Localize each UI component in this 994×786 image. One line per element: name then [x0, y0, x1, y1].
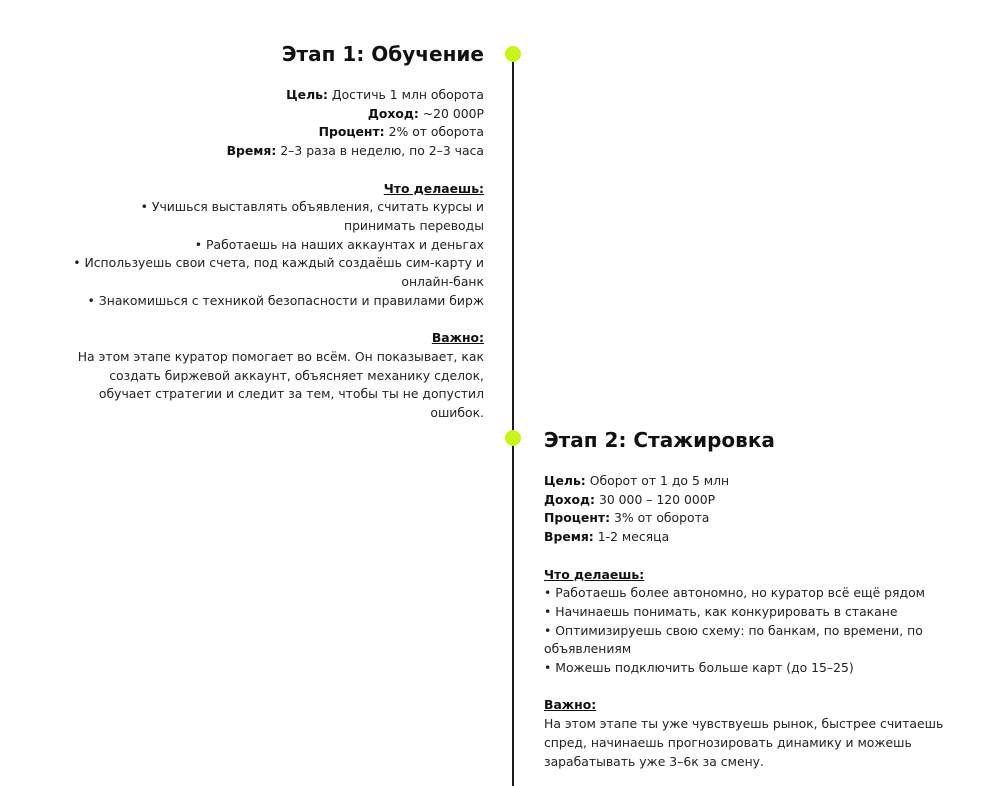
list-item: • Учишься выставлять объявления, считать курсы и принимать переводы [140, 199, 484, 233]
list-item: • Можешь подключить больше карт (до 15–25) [544, 660, 854, 676]
stage-1-goal: Цель: Достичь 1 млн оборота [286, 87, 484, 102]
stage-1-income: Доход: ~20 000Р [367, 105, 484, 121]
timeline-dot-stage-1 [505, 46, 521, 62]
stage-1-what-list [70, 198, 484, 310]
list-item: • Оптимизируешь свою схему: по банкам, по времени, по объявлениям [544, 622, 923, 657]
list-item: • Начинаешь понимать, как конкурировать в стакане [544, 603, 898, 619]
stage-1-title: Этап 1: Обучение [281, 42, 484, 66]
stage-2-percent: Процент: 3% от оборота [544, 510, 710, 526]
stage-2-title: Этап 2: Стажировка [544, 428, 775, 452]
stage-2-important-heading: Важно: [544, 697, 597, 713]
stage-1-time: Время: 2–3 раза в неделю, по 2–3 часа [226, 143, 484, 159]
list-item: • Используешь свои счета, под каждый создаёшь сим-карту и онлайн-банк [73, 255, 484, 290]
stage-2-goal: Цель: Оборот от 1 до 5 млн [544, 473, 730, 488]
stage-1-card [70, 40, 484, 423]
stage-2-what-list [544, 584, 968, 678]
stage-2-important-text: На этом этапе ты уже чувствуешь рынок, быстрее считаешь спред, начинаешь прогнозировать динамику и можешь зарабатывать уже 3–6к за смену. [544, 716, 944, 769]
list-item: • Работаешь более автономно, но куратор всё ещё рядом [544, 585, 925, 601]
stage-2-income: Доход: 30 000 – 120 000Р [544, 491, 716, 507]
stage-1-what-heading: Что делаешь: [383, 180, 484, 196]
stage-1-percent: Процент: 2% от оборота [318, 124, 484, 140]
stage-2-card [544, 426, 968, 771]
list-item: • Знакомишься с техникой безопасности и правилами бирж [87, 292, 484, 308]
stage-1-important-heading: Важно: [431, 330, 484, 346]
stage-1-important-text: На этом этапе куратор помогает во всём. Он показывает, как создать биржевой аккаунт, объясняет механику сделок, обучает стратегии и следит за тем, чтобы ты не допустил ошибок. [77, 348, 484, 420]
stage-2-what-heading: Что делаешь: [544, 566, 645, 582]
timeline-dot-stage-2 [505, 430, 521, 446]
timeline-line [512, 54, 514, 786]
stage-2-time: Время: 1-2 месяца [544, 529, 670, 545]
list-item: • Работаешь на наших аккаунтах и деньгах [194, 236, 484, 252]
